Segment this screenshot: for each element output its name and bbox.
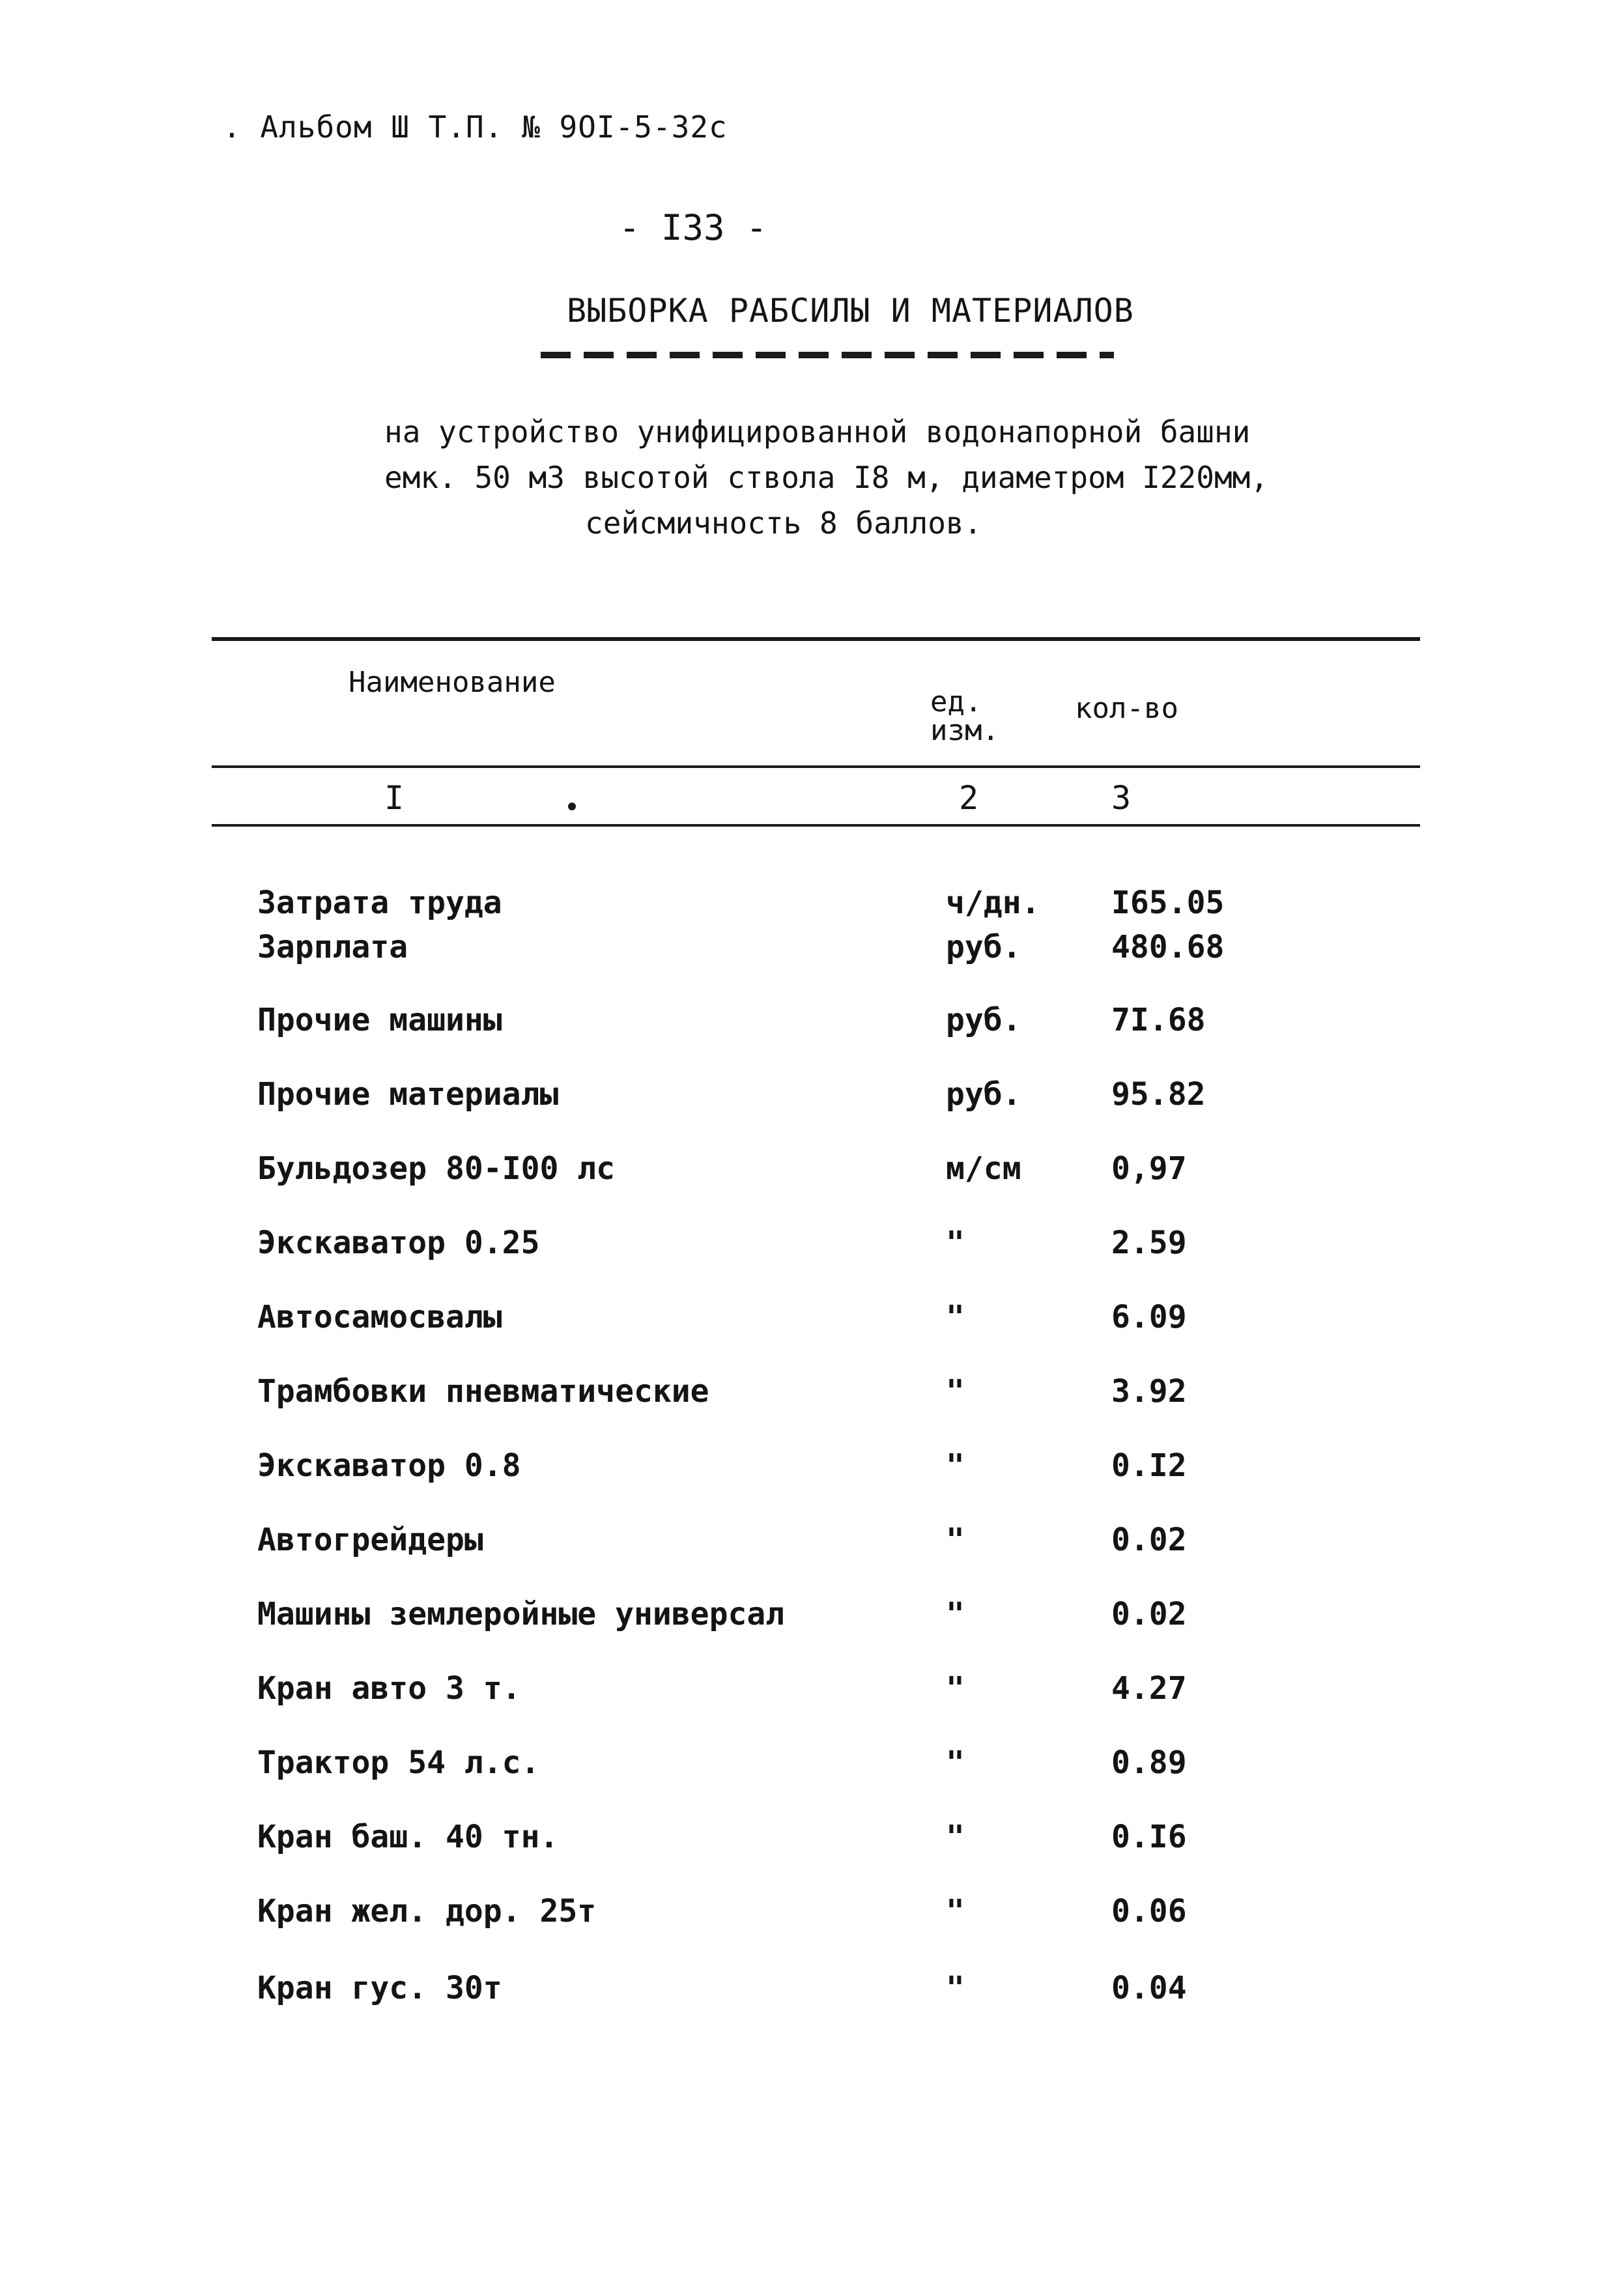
table-row [0, 1076, 1624, 1122]
row-name: Кран авто 3 т. [257, 1670, 521, 1707]
table-row [0, 1373, 1624, 1419]
album-reference: . Альбом Ш Т.П. № 9ОI-5-32с [223, 109, 728, 145]
row-quantity: 0.02 [1111, 1522, 1187, 1558]
row-unit: " [946, 1744, 965, 1781]
row-unit: " [946, 1299, 965, 1335]
subtitle-line-1: на устройство унифицированной водонапорной башни [384, 414, 1251, 449]
table-row [0, 1299, 1624, 1345]
column-header-unit-line2: изм. [930, 714, 999, 747]
row-quantity: 0.89 [1111, 1744, 1187, 1781]
table-row [0, 929, 1624, 975]
subtitle-line-3: сейсмичность 8 баллов. [585, 505, 982, 541]
row-quantity: 0.I2 [1111, 1447, 1187, 1484]
row-unit: " [946, 1819, 965, 1855]
table-row [0, 1970, 1624, 2015]
table-row [0, 1670, 1624, 1716]
table-row [0, 1744, 1624, 1790]
stray-dot [568, 803, 576, 810]
row-name: Зарплата [257, 929, 408, 965]
row-unit: " [946, 1893, 965, 1929]
row-unit: м/см [946, 1150, 1021, 1187]
row-name: Автогрейдеры [257, 1522, 483, 1558]
row-unit: руб. [946, 1002, 1021, 1038]
row-quantity: 0.06 [1111, 1893, 1187, 1929]
table-row [0, 1893, 1624, 1939]
row-quantity: 0,97 [1111, 1150, 1187, 1187]
column-header-unit-line1: ед. [930, 685, 982, 719]
row-name: Автосамосвалы [257, 1299, 502, 1335]
row-quantity: 0.04 [1111, 1970, 1187, 2006]
row-unit: " [946, 1970, 965, 2006]
document-title: ВЫБОРКА РАБСИЛЫ И МАТЕРИАЛОВ [567, 292, 1134, 330]
column-number-1: I [384, 779, 405, 817]
row-unit: ч/дн. [946, 885, 1040, 921]
column-number-3: 3 [1111, 779, 1132, 817]
row-quantity: 4.27 [1111, 1670, 1187, 1707]
table-row [0, 1522, 1624, 1567]
table-row [0, 1225, 1624, 1270]
column-numbers-rule [212, 824, 1420, 827]
row-quantity: 3.92 [1111, 1373, 1187, 1410]
row-name: Кран гус. 30т [257, 1970, 502, 2006]
row-unit: " [946, 1596, 965, 1632]
row-unit: " [946, 1447, 965, 1484]
table-row [0, 1596, 1624, 1642]
row-quantity: 6.09 [1111, 1299, 1187, 1335]
row-quantity: 480.68 [1111, 929, 1225, 965]
row-name: Машины землеройные универсал [257, 1596, 785, 1632]
row-name: Прочие материалы [257, 1076, 559, 1113]
page-number: - I33 - [619, 207, 767, 248]
row-unit: " [946, 1225, 965, 1261]
row-unit: " [946, 1373, 965, 1410]
row-name: Кран жел. дор. 25т [257, 1893, 597, 1929]
table-row [0, 885, 1624, 930]
row-name: Затрата труда [257, 885, 502, 921]
row-quantity: 0.02 [1111, 1596, 1187, 1632]
table-row [0, 1447, 1624, 1493]
title-underline [541, 352, 1114, 358]
table-row [0, 1819, 1624, 1864]
table-row [0, 1002, 1624, 1047]
row-name: Экскаватор 0.8 [257, 1447, 521, 1484]
row-quantity: 7I.68 [1111, 1002, 1206, 1038]
table-top-rule [212, 637, 1420, 641]
table-row [0, 1150, 1624, 1196]
row-name: Бульдозер 80-I00 лс [257, 1150, 616, 1187]
row-quantity: 2.59 [1111, 1225, 1187, 1261]
row-quantity: I65.05 [1111, 885, 1225, 921]
row-name: Трактор 54 л.с. [257, 1744, 540, 1781]
row-unit: руб. [946, 929, 1021, 965]
row-unit: руб. [946, 1076, 1021, 1113]
row-unit: " [946, 1670, 965, 1707]
row-quantity: 95.82 [1111, 1076, 1206, 1113]
subtitle-line-2: емк. 50 м3 высотой ствола I8 м, диаметром I220мм, [384, 460, 1269, 495]
row-unit: " [946, 1522, 965, 1558]
column-header-name: Наименование [349, 666, 556, 699]
row-quantity: 0.I6 [1111, 1819, 1187, 1855]
header-rule [212, 765, 1420, 768]
row-name: Прочие машины [257, 1002, 502, 1038]
row-name: Трамбовки пневматические [257, 1373, 709, 1410]
row-name: Экскаватор 0.25 [257, 1225, 540, 1261]
row-name: Кран баш. 40 тн. [257, 1819, 559, 1855]
column-number-2: 2 [959, 779, 979, 817]
column-header-quantity: кол-во [1075, 692, 1178, 725]
